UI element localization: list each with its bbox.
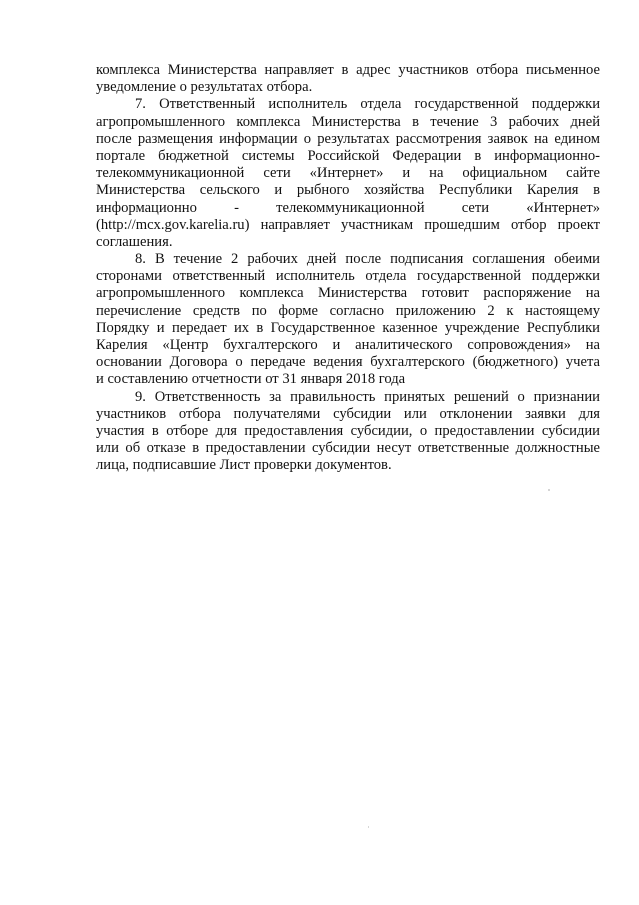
text-line: комплекса Министерства направляет в адрес участников отбора письменное [96,62,600,78]
text-line: перечисление средств по форме согласно приложению 2 к настоящему [96,302,600,319]
scan-speck [548,489,550,491]
text-line: Карелия «Центр бухгалтерского и аналитического сопровождения» на [96,337,600,353]
text-line: 7. Ответственный исполнитель отдела государственной поддержки [135,96,600,113]
text-line: Порядку и передает их в Государственное казенное учреждение Республики [96,319,600,336]
scan-speck [368,826,369,828]
text-line: 9. Ответственность за правильность принятых решений о признании [135,388,600,405]
text-line: телекоммуникационной сети «Интернет» и на официальном сайте [96,165,600,182]
paragraph-7 [96,96,600,251]
text-line: уведомление о результатах отбора. [96,79,313,96]
text-line: (http://mcx.gov.karelia.ru) направляет участникам прошедшим отбор проект [96,216,600,233]
text-line: Министерства сельского и рыбного хозяйства Республики Карелия в [96,182,600,199]
text-line: соглашения. [96,233,173,250]
paragraph-9 [96,389,600,475]
paragraph-continuation [96,62,600,96]
text-line: сторонами ответственный исполнитель отдела государственной поддержки [96,268,600,285]
text-line: участия в отборе для предоставления субсидии, о предоставлении субсидии [96,422,600,439]
document-body [96,62,600,475]
text-line: основании Договора о передаче ведения бухгалтерского (бюджетного) учета [96,354,600,371]
text-line: портале бюджетной системы Российской Федерации в информационно- [96,147,600,164]
text-line: информационно - телекоммуникационной сети «Интернет» [96,199,600,216]
text-line: и составлению отчетности от 31 января 2018 года [96,371,406,388]
text-line: участников отбора получателями субсидии или отклонении заявки для [96,405,600,422]
text-line: агропромышленного комплекса Министерства в течение 3 рабочих дней [96,113,600,130]
text-line: 8. В течение 2 рабочих дней после подписания соглашения обеими [135,251,600,268]
paragraph-8 [96,251,600,389]
text-line: или об отказе в предоставлении субсидии несут ответственные должностные [96,440,600,457]
text-line: агропромышленного комплекса Министерства готовит распоряжение на [96,285,600,302]
text-line: после размещения информации о результатах рассмотрения заявок на едином [96,130,600,147]
text-line: лица, подписавшие Лист проверки документов. [96,457,392,474]
